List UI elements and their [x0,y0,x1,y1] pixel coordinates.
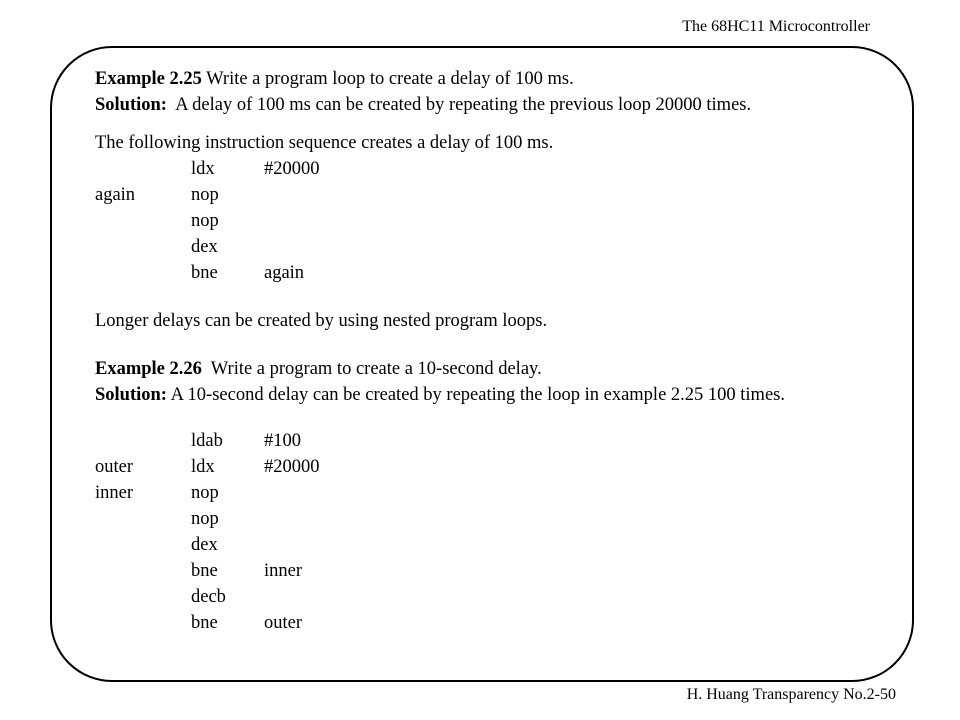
code-label [95,506,191,532]
example-1-statement [95,66,905,92]
code-line [95,208,905,234]
example-2-solution-text: A 10-second delay can be created by repeating the loop in example 2.25 100 times. [166,385,785,405]
code-op: dex [191,237,218,257]
code-label [95,234,191,260]
code-line [95,480,905,506]
code-op: decb [191,587,226,607]
slide-content [95,66,905,636]
code-op: ldx [191,457,215,477]
code-line [95,584,905,610]
example-2-statement [95,356,905,382]
code-label: outer [95,457,134,477]
code-line [95,428,905,454]
code-block-2 [95,428,905,636]
code-op: ldx [191,159,215,179]
code-label [95,208,191,234]
example-1-intro: The following instruction sequence creates a delay of 100 ms. [95,133,554,153]
code-line [95,532,905,558]
header-title: The 68HC11 Microcontroller [682,18,870,35]
code-op: bne [191,561,218,581]
example-1-solution-label: Solution: [95,95,167,115]
code-label: again [95,185,136,205]
code-arg: #20000 [264,159,320,179]
example-2-solution [95,382,905,408]
code-op: nop [191,483,219,503]
code-block-1 [95,156,905,286]
code-arg: #100 [264,431,301,451]
code-line [95,182,905,208]
code-label: inner [95,483,134,503]
code-op: dex [191,535,218,555]
code-label [95,428,191,454]
code-line [95,454,905,480]
code-arg: #20000 [264,457,320,477]
code-line [95,156,905,182]
code-line [95,234,905,260]
example-1-solution-text: A delay of 100 ms can be created by repeating the previous loop 20000 times. [166,95,752,115]
code-line [95,558,905,584]
code-op: ldab [191,431,223,451]
footer-text: H. Huang Transparency No.2-50 [686,686,896,703]
code-label [95,532,191,558]
example-2-text: Write a program to create a 10-second delay. [201,359,542,379]
example-2-heading: Example 2.26 [95,359,202,379]
example-1-heading: Example 2.25 [95,69,202,89]
code-arg: inner [264,561,303,581]
example-1-text: Write a program loop to create a delay of 100 ms. [201,69,574,89]
code-op: nop [191,211,219,231]
code-label [95,558,191,584]
code-label [95,260,191,286]
code-line [95,506,905,532]
example-2-solution-label: Solution: [95,385,167,405]
code-op: bne [191,613,218,633]
code-label [95,156,191,182]
code-op: bne [191,263,218,283]
example-1-solution [95,92,905,118]
code-op: nop [191,185,219,205]
code-op: nop [191,509,219,529]
code-arg: again [264,263,305,283]
code-label [95,584,191,610]
code-label [95,610,191,636]
code-line [95,610,905,636]
nested-loops-note: Longer delays can be created by using nested program loops. [95,311,548,331]
code-line [95,260,905,286]
code-arg: outer [264,613,303,633]
